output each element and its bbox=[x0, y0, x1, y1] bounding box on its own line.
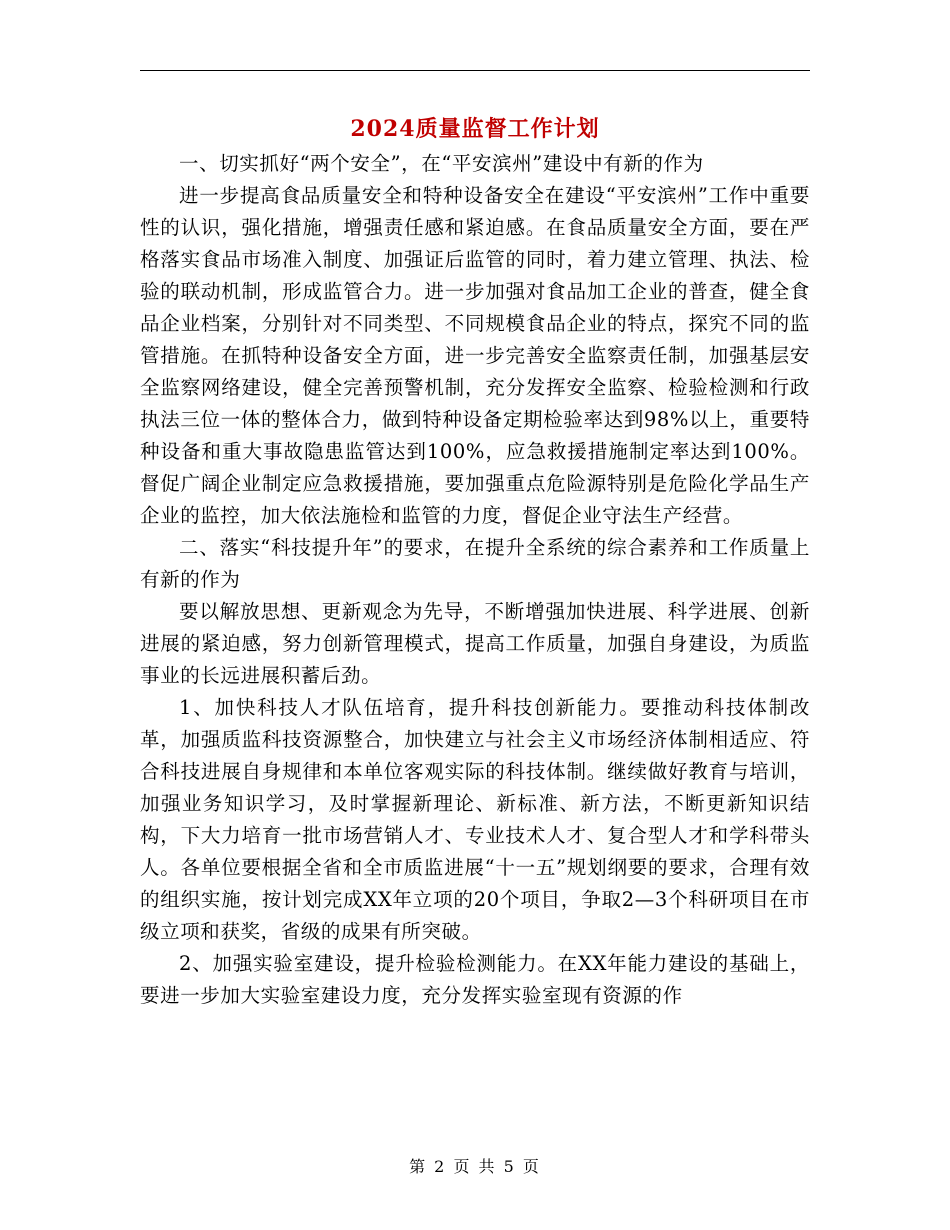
paragraph: 2、加强实验室建设，提升检验检测能力。在XX年能力建设的基础上，要进一步加大实验室建设力度，充分发挥实验室现有资源的作 bbox=[140, 952, 810, 1007]
paragraph: 要以解放思想、更新观念为先导，不断增强加快进展、科学进展、创新进展的紧迫感，努力创新管理模式，提高工作质量，加强自身建设，为质监事业的长远进展积蓄后劲。 bbox=[140, 600, 810, 687]
document-body bbox=[140, 148, 810, 1012]
header-rule bbox=[140, 70, 810, 71]
section-heading-2: 二、落实“科技提升年”的要求，在提升全系统的综合素养和工作质量上有新的作为 bbox=[140, 536, 810, 591]
paragraph: 进一步提高食品质量安全和特种设备安全在建设“平安滨州”工作中重要性的认识，强化措施，增强责任感和紧迫感。在食品质量安全方面，要在严格落实食品市场准入制度、加强证后监管的同时，着力建立管理、执法、检验的联动机制，形成监管合力。进一步加强对食品加工企业的普查，健全食品企业档案，分别针对不同类型、不同规模食品企业的特点，探究不同的监管措施。在抓特种设备安全方面，进一步完善安全监察责任制，加强基层安全监察网络建设，健全完善预警机制，充分发挥安全监察、检验检测和行政执法三位一体的整体合力，做到特种设备定期检验率达到98%以上，重要特种设备和重大事故隐患监管达到100%，应急救援措施制定率达到100%。督促广阔企业制定应急救援措施，要加强重点危险源特别是危险化学品生产企业的监控，加大依法施检和监管的力度，督促企业守法生产经营。 bbox=[140, 184, 810, 527]
page-footer: 第 2 页 共 5 页 bbox=[409, 1157, 541, 1176]
paragraph: 1、加快科技人才队伍培育，提升科技创新能力。要推动科技体制改革，加强质监科技资源整合，加快建立与社会主义市场经济体制相适应、符合科技进展自身规律和本单位客观实际的科技体制。继续做好教育与培训，加强业务知识学习，及时掌握新理论、新标准、新方法，不断更新知识结构，下大力培育一批市场营销人才、专业技术人才、复合型人才和学科带头人。各单位要根据全省和全市质监进展“十一五”规划纲要的要求，合理有效的组织实施，按计划完成XX年立项的20个项目，争取2—3个科研项目在市级立项和获奖，省级的成果有所突破。 bbox=[140, 696, 810, 943]
document-title: 2024质量监督工作计划 bbox=[350, 116, 600, 142]
section-heading-1: 一、切实抓好“两个安全”，在“平安滨州”建设中有新的作为 bbox=[179, 152, 704, 175]
